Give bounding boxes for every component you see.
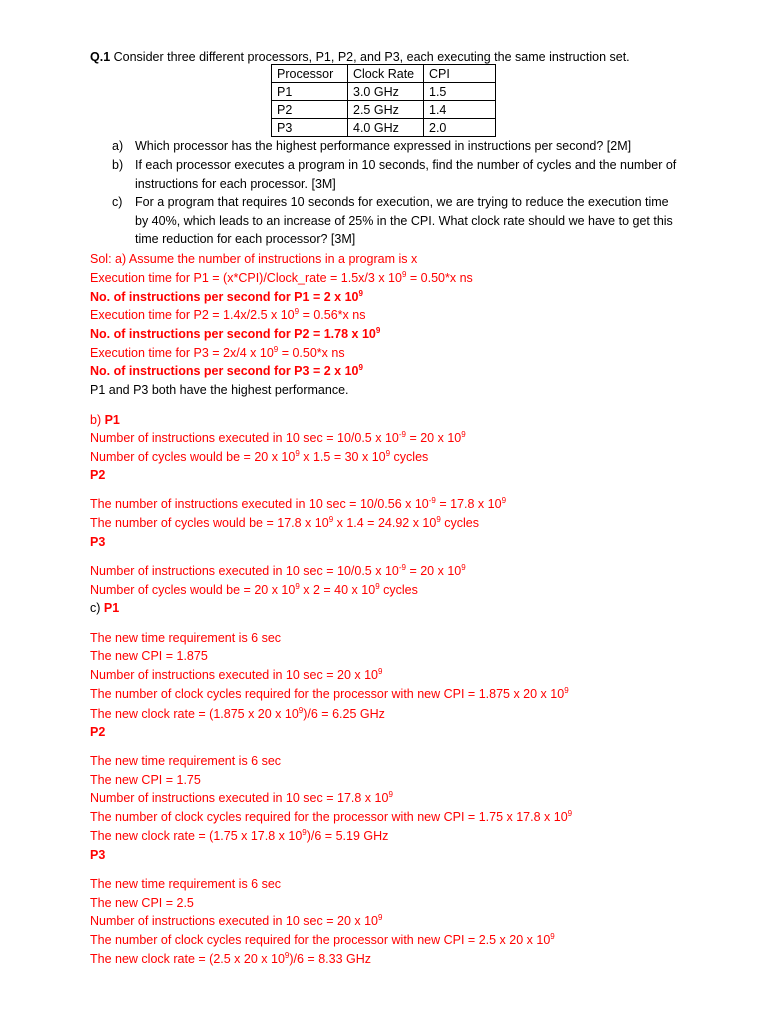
table-cell: P2 — [272, 101, 348, 119]
superscript: 9 — [358, 288, 363, 298]
superscript: 9 — [284, 950, 290, 960]
text-span: = 20 x 10 — [405, 564, 462, 578]
text-span: )/6 = 6.25 GHz — [303, 707, 385, 721]
sol-a-conclusion: P1 and P3 both have the highest performance. — [90, 383, 349, 397]
text-span: The new clock rate = (1.875 x 20 x 10 — [90, 707, 299, 721]
text-span: = 0.50*x ns — [406, 271, 473, 285]
text-span: b) — [90, 413, 105, 427]
sol-c-line — [90, 686, 569, 702]
text-span: The number of cycles would be = 17.8 x 10 — [90, 516, 329, 530]
superscript: 9 — [501, 495, 507, 505]
superscript: 9 — [461, 562, 466, 572]
superscript: 9 — [388, 789, 393, 799]
part-label: b) — [112, 158, 124, 172]
sol-c-line — [90, 828, 388, 844]
text-span: x 1.5 = 30 x 10 — [299, 450, 386, 464]
superscript: 9 — [436, 514, 441, 524]
superscript: 9 — [550, 931, 555, 941]
sol-b-line — [90, 430, 466, 446]
text-span: Number of instructions executed in 10 sec = 17.8 x 10 — [90, 791, 389, 805]
superscript: 9 — [295, 448, 300, 458]
text-span: Number of cycles would be = 20 x 10 — [90, 583, 296, 597]
text-span: The number of instructions executed in 10 sec = 10/0.56 x 10 — [90, 497, 429, 511]
text-span: = 0.56*x ns — [299, 308, 366, 322]
table-cell: 2.0 — [424, 119, 496, 137]
text-span: P1 — [104, 413, 120, 427]
sol-c-subheading: P2 — [90, 725, 106, 739]
text-span: cycles — [440, 516, 479, 530]
sol-c-line — [90, 706, 385, 722]
superscript: 9 — [378, 666, 383, 676]
part-text: For a program that requires 10 seconds for execution, we are trying to reduce the execution time by 40%, which leads to an increase of 25% in the CPI. What clock rate should we have to get this time reduction for each processor? [3M] — [135, 195, 673, 246]
superscript: 9 — [378, 912, 383, 922]
text-span: cycles — [390, 450, 429, 464]
superscript: 9 — [567, 808, 573, 818]
text-span: = 17.8 x 10 — [435, 497, 502, 511]
table-cell: 3.0 GHz — [348, 83, 424, 101]
question-number: Q.1 — [90, 50, 111, 64]
question-part-b — [112, 156, 692, 193]
part-label: a) — [112, 139, 124, 153]
superscript: 9 — [385, 448, 391, 458]
superscript: 9 — [461, 429, 466, 439]
superscript: 9 — [358, 362, 363, 372]
superscript: -9 — [428, 495, 436, 505]
sol-c-line: The new time requirement is 6 sec — [90, 877, 282, 891]
superscript: -9 — [398, 429, 406, 439]
superscript: 9 — [294, 306, 300, 316]
sol-a-line — [90, 307, 365, 323]
question-intro — [90, 49, 630, 65]
sol-c-line: The new CPI = 1.875 — [90, 649, 208, 663]
sol-c-line — [90, 667, 382, 683]
sol-c-line: The new time requirement is 6 sec — [90, 631, 282, 645]
part-text: If each processor executes a program in 10 seconds, find the number of cycles and the number of instructions for each processor. [3M] — [135, 158, 677, 191]
superscript: 9 — [375, 581, 380, 591]
text-span: The number of clock cycles required for the processor with new CPI = 2.5 x 20 x 10 — [90, 933, 551, 947]
text-span: Number of instructions executed in 10 sec = 20 x 10 — [90, 914, 379, 928]
sol-c-line: The new CPI = 2.5 — [90, 896, 194, 910]
table-row — [272, 119, 496, 137]
sol-c-line — [90, 932, 555, 948]
sol-c-line: The new CPI = 1.75 — [90, 773, 201, 787]
text-span: The number of clock cycles required for the processor with new CPI = 1.75 x 17.8 x 10 — [90, 810, 568, 824]
sol-b-subheading: P3 — [90, 535, 106, 549]
sol-c-line — [90, 913, 382, 929]
superscript: -9 — [398, 562, 406, 572]
table-cell: 2.5 GHz — [348, 101, 424, 119]
text-span: Number of cycles would be = 20 x 10 — [90, 450, 296, 464]
sol-b-heading — [90, 412, 120, 428]
sol-a-line — [90, 270, 473, 286]
table-header-cell: Clock Rate — [348, 65, 424, 83]
text-span: The new clock rate = (1.75 x 17.8 x 10 — [90, 829, 303, 843]
sol-a-result — [90, 326, 380, 342]
text-span: No. of instructions per second for P2 = 1.78 x 10 — [90, 327, 376, 341]
text-span: Number of instructions executed in 10 sec = 10/0.5 x 10 — [90, 431, 399, 445]
text-span: The number of clock cycles required for the processor with new CPI = 1.875 x 20 x 10 — [90, 687, 565, 701]
table-header-cell: Processor — [272, 65, 348, 83]
text-span: The new clock rate = (2.5 x 20 x 10 — [90, 952, 285, 966]
table-row — [272, 83, 496, 101]
processor-table — [271, 64, 496, 137]
table-header-cell: CPI — [424, 65, 496, 83]
sol-c-line — [90, 951, 371, 967]
sol-b-line — [90, 582, 418, 598]
sol-c-heading — [90, 600, 119, 616]
sol-b-subheading: P2 — [90, 468, 106, 482]
table-header-row — [272, 65, 496, 83]
sol-b-line — [90, 563, 466, 579]
sol-c-subheading: P3 — [90, 848, 106, 862]
text-span: = 20 x 10 — [405, 431, 462, 445]
table-cell: 1.5 — [424, 83, 496, 101]
part-label: c) — [112, 195, 123, 209]
part-text: Which processor has the highest performance expressed in instructions per second? [2M] — [135, 139, 632, 153]
question-part-c — [112, 193, 692, 249]
text-span: x 1.4 = 24.92 x 10 — [333, 516, 437, 530]
sol-b-line — [90, 515, 479, 531]
superscript: 9 — [564, 685, 569, 695]
table-cell: P1 — [272, 83, 348, 101]
sol-a-result — [90, 289, 363, 305]
text-span: = 0.50*x ns — [278, 346, 345, 360]
text-span: c) — [90, 601, 104, 615]
question-part-a — [112, 137, 692, 155]
text-span: No. of instructions per second for P1 = 2 x 10 — [90, 290, 359, 304]
text-span: No. of instructions per second for P3 = 2 x 10 — [90, 364, 359, 378]
text-span: Execution time for P3 = 2x/4 x 10 — [90, 346, 274, 360]
text-span: Number of instructions executed in 10 sec = 20 x 10 — [90, 668, 379, 682]
text-span: cycles — [379, 583, 418, 597]
table-cell: 1.4 — [424, 101, 496, 119]
superscript: 9 — [298, 705, 304, 715]
text-span: Execution time for P1 = (x*CPI)/Clock_rate = 1.5x/3 x 10 — [90, 271, 402, 285]
sol-c-line: The new time requirement is 6 sec — [90, 754, 282, 768]
text-span: Number of instructions executed in 10 sec = 10/0.5 x 10 — [90, 564, 399, 578]
superscript: 9 — [302, 827, 307, 837]
sol-b-line — [90, 449, 428, 465]
text-span: P1 — [103, 601, 120, 615]
sol-a-line — [90, 345, 345, 361]
question-intro-text: Consider three different processors, P1, P2, and P3, each executing the same instruction set. — [110, 50, 630, 64]
superscript: 9 — [273, 344, 279, 354]
superscript: 9 — [295, 581, 300, 591]
text-span: )/6 = 5.19 GHz — [306, 829, 389, 843]
sol-b-line — [90, 496, 506, 512]
sol-a-result — [90, 363, 363, 379]
table-row — [272, 101, 496, 119]
text-span: Execution time for P2 = 1.4x/2.5 x 10 — [90, 308, 295, 322]
superscript: 9 — [401, 269, 407, 279]
sol-c-line — [90, 790, 393, 806]
text-span: x 2 = 40 x 10 — [299, 583, 376, 597]
table-cell: 4.0 GHz — [348, 119, 424, 137]
sol-a-line: Sol: a) Assume the number of instructions in a program is x — [90, 252, 418, 266]
sol-c-line — [90, 809, 572, 825]
table-cell: P3 — [272, 119, 348, 137]
superscript: 9 — [328, 514, 334, 524]
text-span: )/6 = 8.33 GHz — [289, 952, 371, 966]
superscript: 9 — [375, 325, 381, 335]
